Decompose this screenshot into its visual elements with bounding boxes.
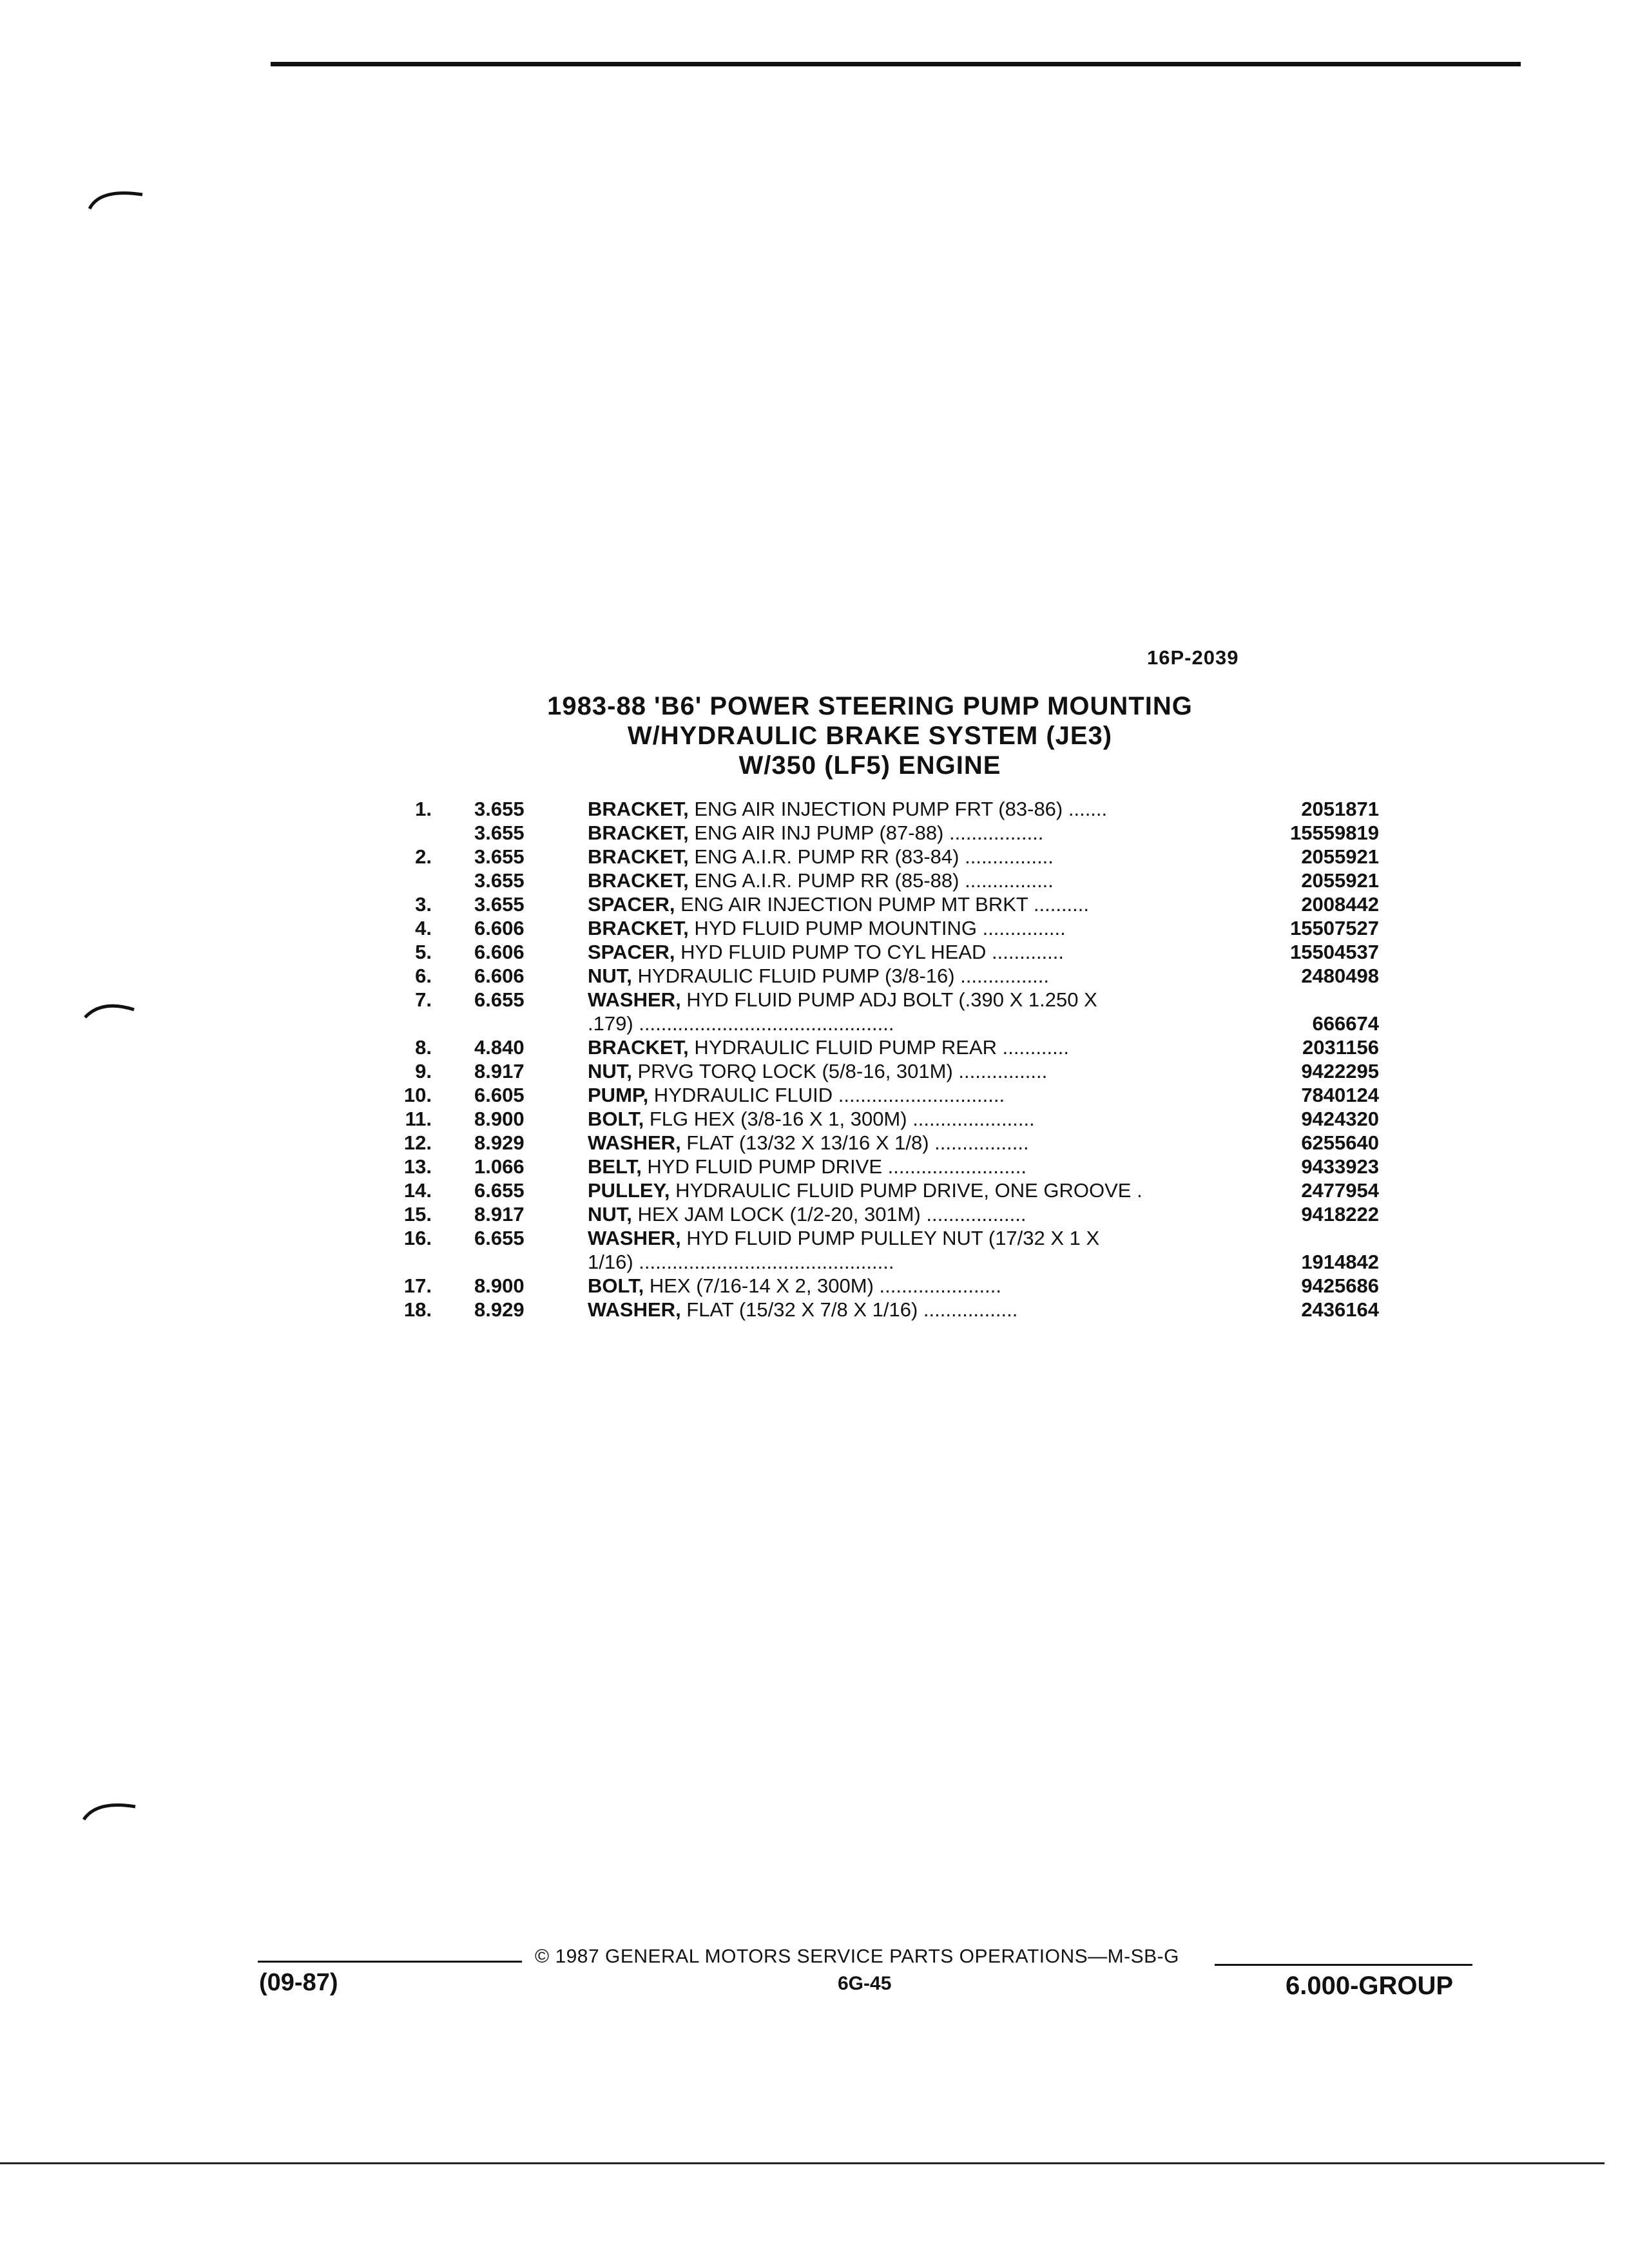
parts-row xyxy=(348,1298,1379,1321)
parts-row xyxy=(348,1059,1379,1083)
item-number: 15. xyxy=(403,1203,432,1225)
group-number: 3.655 xyxy=(474,869,525,892)
part-number: 2480498 xyxy=(1301,965,1379,987)
part-name: BOLT, xyxy=(588,1274,644,1297)
part-detail: ENG A.I.R. PUMP RR (85-88) ................ xyxy=(688,869,1054,892)
part-description xyxy=(588,1298,1232,1321)
part-name: BELT, xyxy=(588,1155,642,1178)
item-number: 9. xyxy=(415,1060,432,1082)
parts-row xyxy=(348,964,1379,988)
parts-row xyxy=(348,1202,1379,1226)
group-number: 1.066 xyxy=(474,1155,525,1178)
parts-row xyxy=(348,1107,1379,1131)
part-detail-continued: .179) .............................................. xyxy=(588,1012,894,1035)
part-number: 9418222 xyxy=(1301,1203,1379,1225)
part-description xyxy=(588,1059,1232,1083)
parts-row xyxy=(348,940,1379,964)
part-description xyxy=(588,940,1232,964)
part-description xyxy=(588,797,1232,821)
part-name: SPACER, xyxy=(588,941,675,963)
title-line-1: 1983-88 'B6' POWER STEERING PUMP MOUNTING xyxy=(547,692,1193,720)
part-description xyxy=(588,1107,1232,1131)
footer-date: (09-87) xyxy=(259,1969,338,1996)
parts-row xyxy=(348,1226,1379,1274)
group-number: 6.606 xyxy=(474,941,525,963)
part-detail: PRVG TORQ LOCK (5/8-16, 301M) ................ xyxy=(631,1060,1048,1082)
part-description xyxy=(588,1226,1232,1274)
part-detail: HYD FLUID PUMP TO CYL HEAD ............. xyxy=(675,941,1065,963)
group-number: 3.655 xyxy=(474,822,525,844)
part-name: NUT, xyxy=(588,1060,632,1082)
parts-row xyxy=(348,892,1379,916)
group-number: 8.900 xyxy=(474,1108,525,1130)
part-description xyxy=(588,1178,1232,1202)
binder-hole-mark-middle xyxy=(82,995,140,1021)
part-number: 15504537 xyxy=(1290,941,1379,963)
part-name: NUT, xyxy=(588,965,632,987)
part-description xyxy=(588,869,1232,892)
part-description xyxy=(588,1083,1232,1107)
part-detail: HEX JAM LOCK (1/2-20, 301M) .................. xyxy=(631,1203,1027,1225)
group-number: 3.655 xyxy=(474,893,525,916)
footer-page-number: 6G-45 xyxy=(838,1973,892,1994)
part-detail: ENG AIR INJ PUMP (87-88) ................. xyxy=(688,822,1044,844)
part-number: 2436164 xyxy=(1301,1298,1379,1321)
part-number: 9433923 xyxy=(1301,1155,1379,1178)
part-number: 9424320 xyxy=(1301,1108,1379,1130)
part-detail-continued: 1/16) .............................................. xyxy=(588,1251,894,1273)
part-description xyxy=(588,1274,1232,1298)
item-number: 6. xyxy=(415,965,432,987)
part-name: PULLEY, xyxy=(588,1179,670,1202)
part-description xyxy=(588,964,1232,988)
part-name: WASHER, xyxy=(588,1131,681,1154)
parts-row xyxy=(348,1083,1379,1107)
item-number: 14. xyxy=(403,1179,432,1202)
parts-row xyxy=(348,1131,1379,1155)
group-number: 6.655 xyxy=(474,1227,525,1249)
footer-rule-left xyxy=(258,1961,522,1963)
group-number: 3.655 xyxy=(474,845,525,868)
item-number: 8. xyxy=(415,1036,432,1059)
part-number: 666674 xyxy=(1312,1012,1379,1035)
part-name: NUT, xyxy=(588,1203,632,1225)
part-number: 7840124 xyxy=(1301,1084,1379,1106)
part-number: 2055921 xyxy=(1301,869,1379,892)
part-name: WASHER, xyxy=(588,1298,681,1321)
part-detail: FLAT (15/32 X 7/8 X 1/16) ................. xyxy=(680,1298,1018,1321)
parts-row xyxy=(348,1178,1379,1202)
footer-copyright: © 1987 GENERAL MOTORS SERVICE PARTS OPERATIONS—M-SB-G xyxy=(535,1946,1179,1967)
part-detail: HYD FLUID PUMP MOUNTING ............... xyxy=(688,917,1066,939)
group-number: 8.917 xyxy=(474,1203,525,1225)
part-detail: HYD FLUID PUMP DRIVE ......................... xyxy=(641,1155,1027,1178)
document-code: 16P-2039 xyxy=(1147,646,1239,669)
part-detail: ENG AIR INJECTION PUMP FRT (83-86) ....... xyxy=(688,798,1108,820)
item-number: 10. xyxy=(403,1084,432,1106)
parts-list xyxy=(348,797,1379,1321)
group-number: 8.929 xyxy=(474,1131,525,1154)
item-number: 3. xyxy=(415,893,432,916)
part-name: BRACKET, xyxy=(588,869,689,892)
parts-row xyxy=(348,1035,1379,1059)
item-number: 1. xyxy=(415,798,432,820)
footer-group: 6.000-GROUP xyxy=(1286,1972,1454,2000)
part-name: SPACER, xyxy=(588,893,675,916)
part-detail: FLAT (13/32 X 13/16 X 1/8) ................. xyxy=(680,1131,1029,1154)
part-description xyxy=(588,821,1232,845)
item-number: 7. xyxy=(415,988,432,1011)
title-block xyxy=(387,691,1353,780)
top-rule xyxy=(271,62,1521,66)
item-number: 13. xyxy=(403,1155,432,1178)
title-line-2: W/HYDRAULIC BRAKE SYSTEM (JE3) xyxy=(627,722,1113,750)
part-detail: ENG A.I.R. PUMP RR (83-84) ................ xyxy=(688,845,1054,868)
part-detail: HYD FLUID PUMP PULLEY NUT (17/32 X 1 X xyxy=(680,1227,1100,1249)
part-description xyxy=(588,845,1232,869)
group-number: 6.655 xyxy=(474,1179,525,1202)
part-number: 15507527 xyxy=(1290,917,1379,939)
part-description xyxy=(588,916,1232,940)
part-number: 2031156 xyxy=(1302,1036,1379,1059)
parts-row xyxy=(348,821,1379,845)
part-name: BRACKET, xyxy=(588,1036,689,1059)
part-name: PUMP, xyxy=(588,1084,649,1106)
part-description xyxy=(588,1202,1232,1226)
part-detail: ENG AIR INJECTION PUMP MT BRKT .......... xyxy=(675,893,1090,916)
item-number: 5. xyxy=(415,941,432,963)
part-description xyxy=(588,892,1232,916)
part-number: 6255640 xyxy=(1301,1131,1379,1154)
part-detail: HYDRAULIC FLUID PUMP DRIVE, ONE GROOVE . xyxy=(670,1179,1142,1202)
part-detail: HYDRAULIC FLUID PUMP REAR ............ xyxy=(688,1036,1069,1059)
part-number: 9422295 xyxy=(1301,1060,1379,1082)
part-description xyxy=(588,988,1232,1035)
part-number: 9425686 xyxy=(1301,1274,1379,1297)
group-number: 6.605 xyxy=(474,1084,525,1106)
item-number: 11. xyxy=(405,1108,432,1130)
item-number: 4. xyxy=(415,917,432,939)
parts-row xyxy=(348,797,1379,821)
part-name: WASHER, xyxy=(588,988,681,1011)
group-number: 6.606 xyxy=(474,917,525,939)
item-number: 16. xyxy=(403,1227,432,1249)
title-line-3: W/350 (LF5) ENGINE xyxy=(738,751,1001,780)
item-number: 18. xyxy=(403,1298,432,1321)
part-name: WASHER, xyxy=(588,1227,681,1249)
part-name: BRACKET, xyxy=(588,917,689,939)
part-description xyxy=(588,1035,1232,1059)
parts-row xyxy=(348,869,1379,892)
group-number: 8.917 xyxy=(474,1060,525,1082)
part-name: BOLT, xyxy=(588,1108,644,1130)
bottom-rule xyxy=(0,2162,1605,2164)
group-number: 6.606 xyxy=(474,965,525,987)
part-number: 15559819 xyxy=(1290,822,1379,844)
part-number: 2477954 xyxy=(1301,1179,1379,1202)
binder-hole-mark-top xyxy=(87,186,145,211)
parts-row xyxy=(348,845,1379,869)
parts-row xyxy=(348,988,1379,1035)
group-number: 3.655 xyxy=(474,798,525,820)
group-number: 6.655 xyxy=(474,988,525,1011)
part-number: 2051871 xyxy=(1301,798,1379,820)
group-number: 4.840 xyxy=(474,1036,525,1059)
item-number: 2. xyxy=(415,845,432,868)
parts-row xyxy=(348,1155,1379,1178)
part-name: BRACKET, xyxy=(588,798,689,820)
group-number: 8.929 xyxy=(474,1298,525,1321)
part-name: BRACKET, xyxy=(588,822,689,844)
footer-rule-right xyxy=(1215,1964,1472,1966)
part-description xyxy=(588,1131,1232,1155)
parts-row xyxy=(348,1274,1379,1298)
parts-row xyxy=(348,916,1379,940)
item-number: 12. xyxy=(403,1131,432,1154)
part-detail: HYD FLUID PUMP ADJ BOLT (.390 X 1.250 X xyxy=(680,988,1097,1011)
part-detail: HYDRAULIC FLUID PUMP (3/8-16) ................ xyxy=(631,965,1050,987)
part-detail: FLG HEX (3/8-16 X 1, 300M) ...................... xyxy=(644,1108,1035,1130)
part-number: 1914842 xyxy=(1301,1251,1379,1273)
part-description xyxy=(588,1155,1232,1178)
item-number: 17. xyxy=(403,1274,432,1297)
part-name: BRACKET, xyxy=(588,845,689,868)
part-detail: HYDRAULIC FLUID .............................. xyxy=(648,1084,1005,1106)
binder-hole-mark-bottom xyxy=(81,1796,139,1822)
group-number: 8.900 xyxy=(474,1274,525,1297)
part-number: 2055921 xyxy=(1301,845,1379,868)
part-number: 2008442 xyxy=(1301,893,1379,916)
part-detail: HEX (7/16-14 X 2, 300M) ...................... xyxy=(644,1274,1002,1297)
